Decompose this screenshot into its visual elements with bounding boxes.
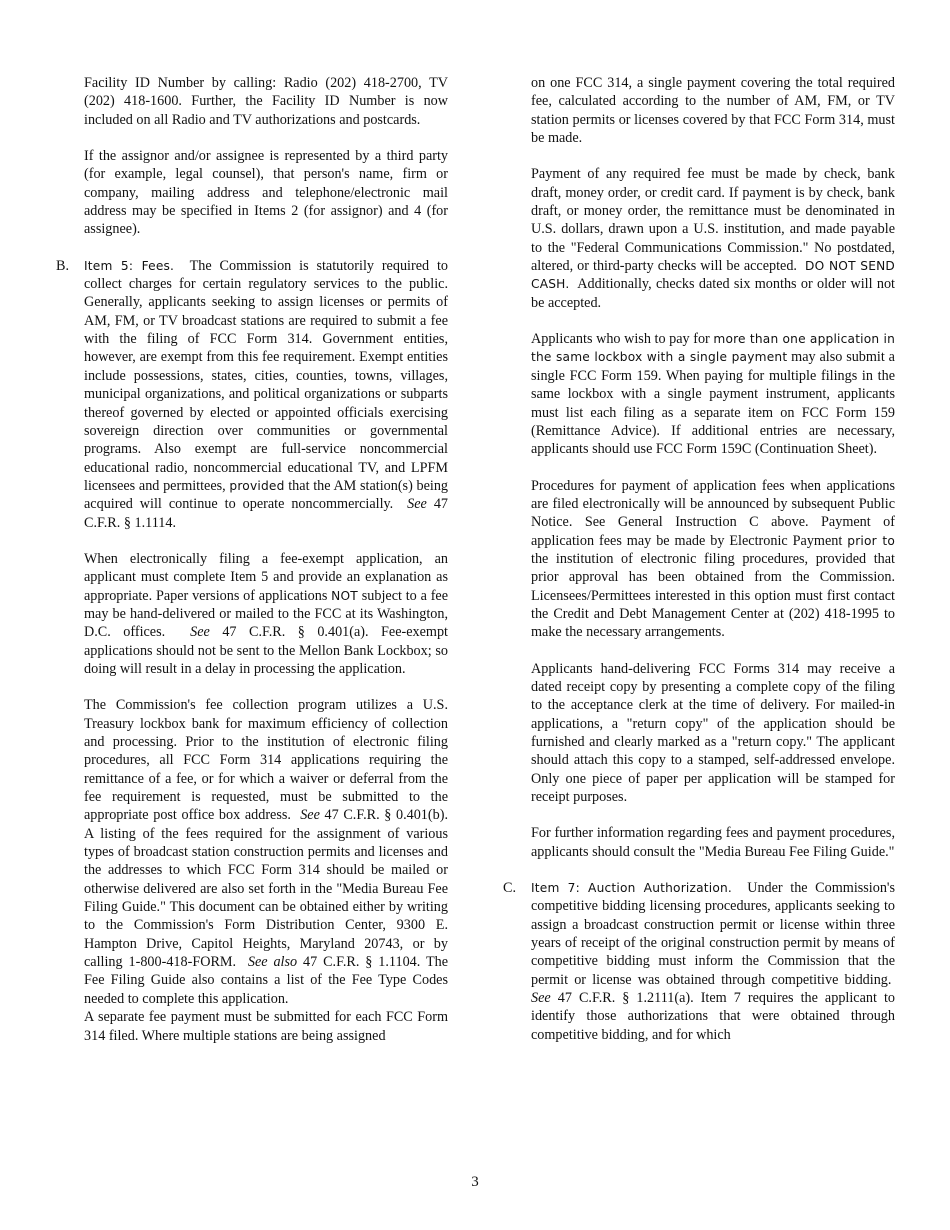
right-column bbox=[503, 74, 896, 1044]
paragraph-facility-id: Facility ID Number by calling: Radio (202) 418-2700, TV (202) 418-1600. Further, the Facility ID Number is now included on all Radio and TV authorizations and postcards. bbox=[84, 75, 448, 128]
provided-emphasis: provided bbox=[229, 478, 285, 493]
section-c-marker: C. bbox=[503, 880, 517, 897]
paragraph-fees: Item 5: Fees. The Commission is statutorily required to collect charges for certain regulatory services to the public. Generally, applicants seeking to assign licenses or permits of AM, FM, or TV broadcast stations are required to submit a fee with the filing of FCC Form 314. Government entities, however, are exempt from this fee requirement. Exempt entities include possessions, states, cities, counties, towns, villages, municipal organizations, and political organizations or subparts thereof governed by elected or appointed officials exercising sovereign direction over communities or governmental programs. Also exempt are full-service noncommercial educational radio, noncommercial educational TV, and LPFM licensees and permittees, provided that the AM station(s) being acquired will continue to operate noncommercially. See 47 C.F.R. § 1.1114. bbox=[84, 257, 449, 531]
lockbox-emphasis: more than one application in the same lockbox with a single payment bbox=[531, 332, 895, 365]
section-b-fees bbox=[56, 257, 449, 1045]
paragraph-separate-payment: A separate fee payment must be submitted for each FCC Form 314 filed. Where multiple stations are being assigned bbox=[84, 1009, 448, 1044]
section-b-marker: B. bbox=[56, 257, 70, 274]
prior-to-emphasis: prior to bbox=[847, 533, 896, 548]
left-column bbox=[56, 74, 449, 1045]
paragraph-auction-authorization: Item 7: Auction Authorization. Under the Commission's competitive bidding licensing procedures, applicants seeking to assign a broadcast construction permit or license within three years of receipt of the original construction permit by means of competitive bidding must inform the Commission that the permit or license was obtained through competitive bidding. See 47 C.F.R. § 1.2111(a). Item 7 requires the applicant to identify those authorizations that were obtained through competitive bidding, and for which bbox=[531, 880, 896, 1043]
paragraph-hand-delivery: Applicants hand-delivering FCC Forms 314 may receive a dated receipt copy by presenting a complete copy of the filing to the acceptance clerk at the time of delivery. For mailed-in applications, a "return copy" of the application should be furnished and clearly marked as a "return copy." The applicant should attach this copy to a stamped, self-addressed envelope. Only one piece of paper per application will be stamped for receipt purposes. bbox=[531, 660, 895, 806]
item-5-heading: Item 5: Fees. bbox=[84, 258, 175, 273]
paragraph-multiple-applications: Applicants who wish to pay for more than one application in the same lockbox with a single payment may also submit a single FCC Form 159. When paying for multiple filings in the same lockbox with a single payment instrument, applicants must list each filing as a separate item on FCC Form 159 (Remittance Advice). If additional entries are necessary, applicants should use FCC Form 159C (Continuation Sheet). bbox=[531, 331, 895, 458]
section-c-auction bbox=[503, 879, 896, 1044]
item-7-heading: Item 7: Auction Authorization. bbox=[531, 881, 732, 896]
not-emphasis: NOT bbox=[331, 588, 358, 603]
paragraph-electronic-payment: Procedures for payment of application fees when applications are filed electronically will be announced by subsequent Public Notice. See General Instruction C above. Payment of application fees may be made by Electronic Payment prior to the institution of electronic filing procedures, provided that prior approval has been obtained from the Commission. Licensees/Permittees interested in this option must first contact the Credit and Debt Management Center at (202) 418-1995 to make the necessary arrangements. bbox=[531, 477, 896, 641]
paragraph-payment-methods: Payment of any required fee must be made by check, bank draft, money order, or credit card. If payment is by check, bank draft, or money order, the remittance must be denominated in U.S. dollars, drawn upon a U.S. institution, and made payable to the "Federal Communications Commission." No postdated, altered, or third-party checks will be accepted. DO NOT SEND CASH. Additionally, checks dated six months or older will not be accepted. bbox=[531, 166, 895, 311]
paragraph-fee-exempt: When electronically filing a fee-exempt application, an applicant must complete Item 5 and provide an explanation as appropriate. Paper versions of applications NOT subject to a fee may be hand-delivered or mailed to the FCC at its Washington, D.C. offices. See 47 C.F.R. § 0.401(a). Fee-exempt applications should not be sent to the Mellon Bank Lockbox; so doing will result in a delay in processing the application. bbox=[84, 550, 449, 677]
paragraph-further-info: For further information regarding fees and payment procedures, applicants should consult the "Media Bureau Fee Filing Guide." bbox=[531, 825, 895, 860]
paragraph-fee-collection: The Commission's fee collection program utilizes a U.S. Treasury lockbox bank for maximum efficiency of collection and processing. Prior to the institution of electronic filing procedures, all FCC Form 314 applications requiring the remittance of a fee, or for which a waiver or deferral from the fee requirement is requested, must be submitted to the appropriate post office box address. See 47 C.F.R. § 0.401(b). A listing of the fees required for the assignment of various types of broadcast station construction permits and licenses and the addresses to which FCC Form 314 should be mailed or otherwise delivered are also set forth in the "Media Bureau Fee Filing Guide." This document can be obtained either by writing to the Commission's Form Distribution Center, 9300 E. Hampton Drive, Capitol Heights, Maryland 20743, or by calling 1-800-418-FORM. See also 47 C.F.R. § 1.1104. The Fee Filing Guide also contains a list of the Fee Type Codes needed to complete this application. bbox=[84, 697, 448, 1007]
page-number: 3 bbox=[471, 1174, 479, 1190]
paragraph-third-party: If the assignor and/or assignee is represented by a third party (for example, legal counsel), that person's name, firm or company, mailing address and telephone/electronic mail address may be specified in Items 2 (for assignor) and 4 (for assignee). bbox=[84, 148, 448, 238]
no-cash-notice: DO NOT SEND CASH. bbox=[531, 259, 895, 292]
paragraph-single-payment: on one FCC 314, a single payment covering the total required fee, calculated according to the number of AM, FM, or TV station permits or licenses covered by that FCC Form 314, must be made. bbox=[531, 75, 895, 147]
